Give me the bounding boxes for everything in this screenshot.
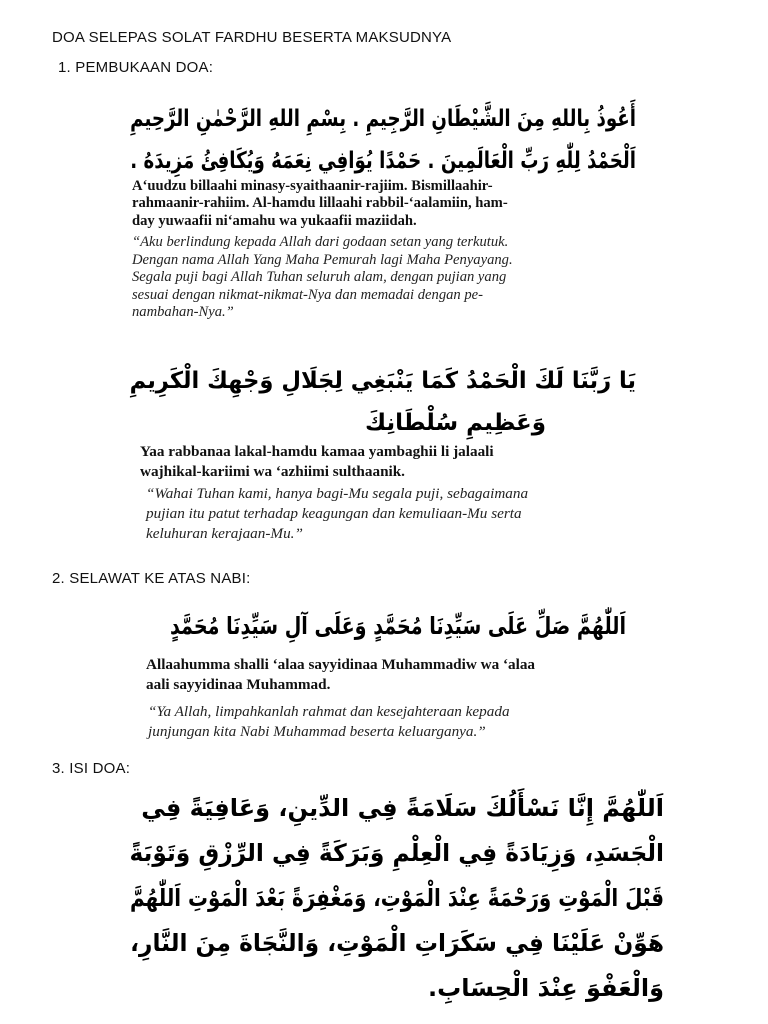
arabic-line: قَبْلَ الْمَوْتِ وَرَحْمَةً عِنْدَ الْمَوْتِ، وَمَغْفِرَةً بَعْدَ الْمَوْتِ اَللّٰهُمَّ (130, 884, 665, 912)
transliteration-line: A‘uudzu billaahi minasy-syaithaanir-rajiim. Bismillaahir- (132, 178, 493, 194)
arabic-line: يَا رَبَّنَا لَكَ الْحَمْدُ كَمَا يَنْبَغِي لِجَلَالِ وَجْهِكَ الْكَرِيمِ (129, 368, 636, 394)
arabic-text-block (130, 360, 636, 444)
meaning-block (148, 702, 510, 742)
transliteration-block (132, 178, 508, 230)
meaning-line: keluhuran kerajaan-Mu.” (146, 525, 303, 542)
meaning-line: “Wahai Tuhan kami, hanya bagi-Mu segala puji, sebagaimana (146, 485, 529, 502)
meaning-line: Segala puji bagi Allah Tuhan seluruh alam, dengan pujian yang (132, 269, 507, 286)
section-heading-pembukaan: 1. PEMBUKAAN DOA: (58, 59, 214, 76)
arabic-line: أَعُوذُ بِاللهِ مِنَ الشَّيْطَانِ الرَّجِيمِ . بِسْمِ اللهِ الرَّحْمٰنِ الرَّحِيمِ (130, 106, 636, 132)
arabic-line: وَعَظِيمِ سُلْطَانِكَ (365, 410, 546, 436)
arabic-line: الْجَسَدِ، وَزِيَادَةً فِي الْعِلْمِ وَبَرَكَةً فِي الرِّزْقِ وَتَوْبَةً (129, 839, 665, 867)
arabic-text-block (170, 604, 626, 648)
arabic-line: اَلْحَمْدُ لِلّٰهِ رَبِّ الْعَالَمِينَ . حَمْدًا يُوَافِي نِعَمَهُ وَيُكَافِئُ مَزِيدَهُ . (130, 148, 636, 174)
transliteration-line: Allaahumma shalli ‘alaa sayyidinaa Muhammadiw wa ‘alaa (146, 656, 536, 673)
transliteration-line: rahmaanir-rahiim. Al-hamdu lillaahi rabbil-‘aalamiin, ham- (132, 195, 508, 212)
arabic-line: وَالْعَفْوَ عِنْدَ الْحِسَابِ. (428, 974, 664, 1002)
section-heading-selawat: 2. SELAWAT KE ATAS NABI: (52, 570, 251, 587)
meaning-block (132, 234, 513, 322)
transliteration-line: day yuwaafii ni‘amahu wa yukaafii maziidah. (132, 212, 417, 229)
meaning-line: junjungan kita Nabi Muhammad beserta keluarganya.” (148, 723, 486, 740)
section-heading-isi-doa: 3. ISI DOA: (52, 760, 131, 777)
arabic-line: اَللّٰهُمَّ صَلِّ عَلَى سَيِّدِنَا مُحَمَّدٍ وَعَلَى آلِ سَيِّدِنَا مُحَمَّدٍ (170, 612, 627, 640)
transliteration-block (146, 655, 535, 695)
meaning-line: “Aku berlindung kepada Allah dari godaan setan yang terkutuk. (132, 234, 509, 250)
arabic-line: هَوِّنْ عَلَيْنَا فِي سَكَرَاتِ الْمَوْتِ، وَالنَّجَاةَ مِنَ النَّارِ، (130, 929, 664, 957)
meaning-line: pujian itu patut terhadap keagungan dan kemuliaan-Mu serta (146, 505, 522, 522)
arabic-line: اَللّٰهُمَّ إِنَّا نَسْأَلُكَ سَلَامَةً فِي الدِّينِ، وَعَافِيَةً فِي (141, 794, 664, 822)
transliteration-line: aali sayyidinaa Muhammad. (146, 676, 331, 693)
meaning-block (146, 484, 528, 544)
transliteration-line: Yaa rabbanaa lakal-hamdu kamaa yambaghii li jalaali (140, 443, 494, 460)
page-title: DOA SELEPAS SOLAT FARDHU BESERTA MAKSUDNYA (52, 29, 452, 46)
meaning-line: “Ya Allah, limpahkanlah rahmat dan kesejahteraan kepada (148, 703, 510, 720)
transliteration-block (140, 442, 494, 482)
transliteration-line: wajhikal-kariimi wa ‘azhiimi sulthaanik. (140, 463, 405, 480)
arabic-text-block (130, 98, 636, 182)
meaning-line: sesuai dengan nikmat-nikmat-Nya dan memadai dengan pe- (132, 286, 483, 303)
meaning-line: nambahan-Nya.” (132, 304, 234, 321)
meaning-line: Dengan nama Allah Yang Maha Pemurah lagi Maha Penyayang. (132, 251, 513, 268)
arabic-text-block (130, 786, 664, 1011)
